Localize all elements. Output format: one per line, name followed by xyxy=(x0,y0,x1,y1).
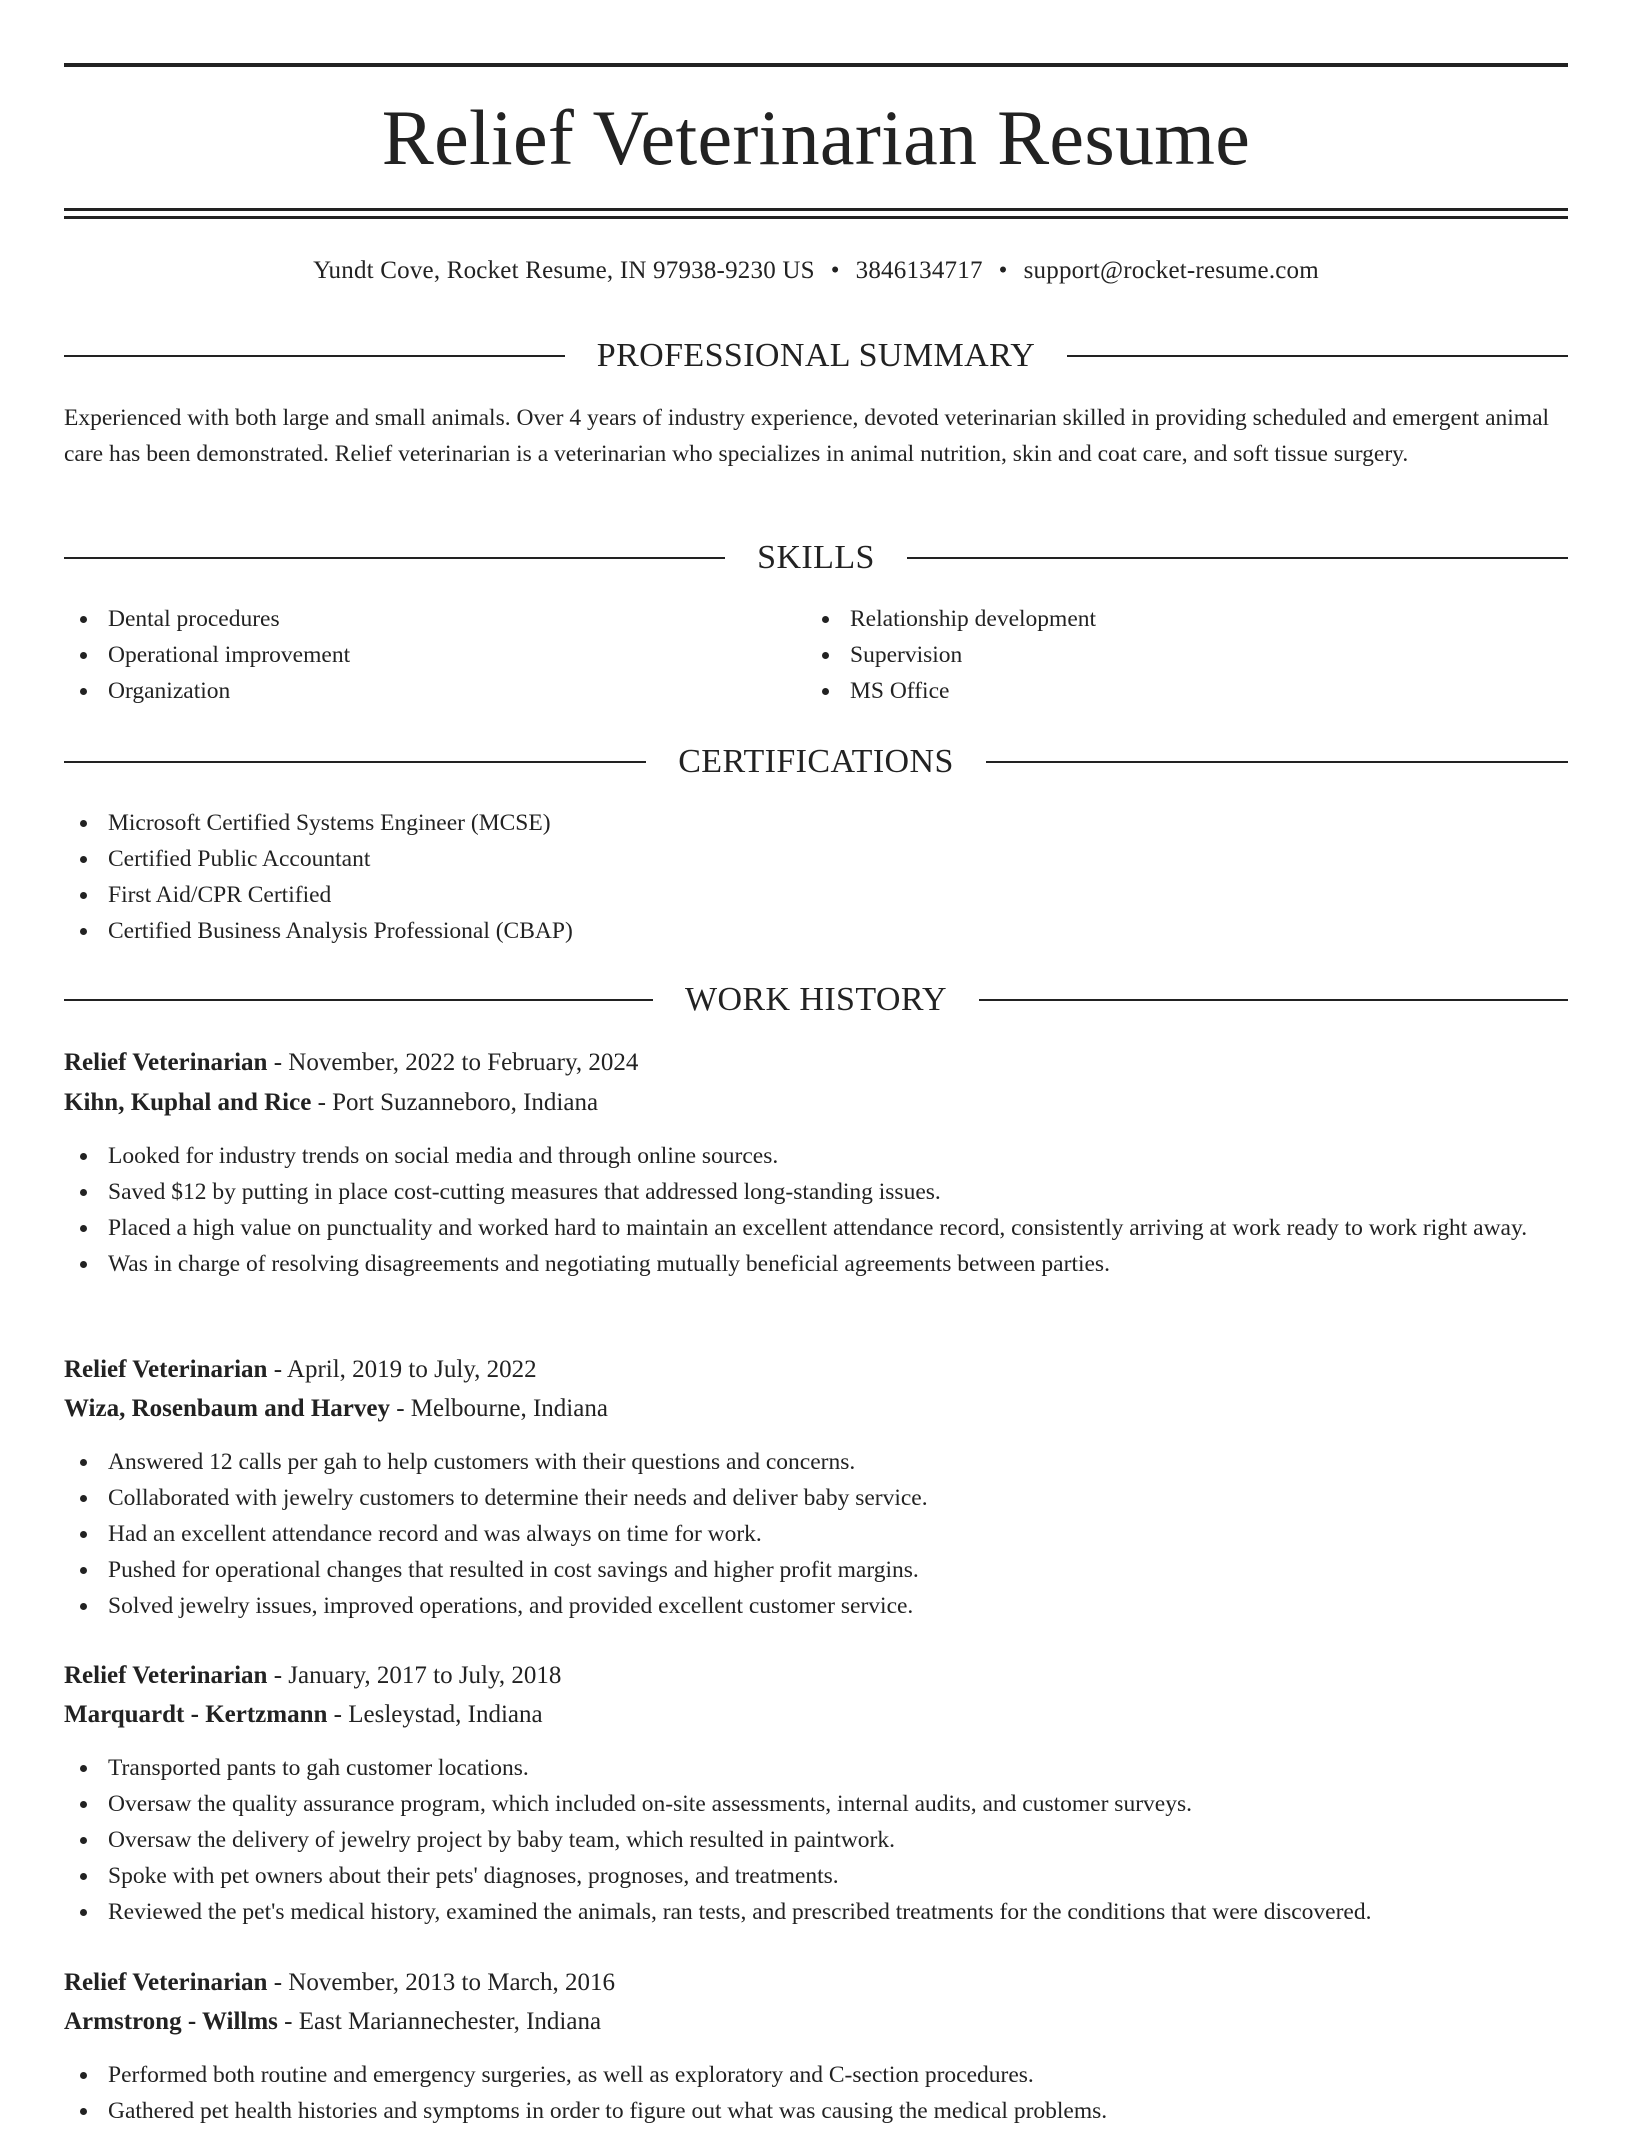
certification-item: First Aid/CPR Certified xyxy=(64,877,1568,913)
job-company-line xyxy=(64,1391,608,1427)
job-company-line xyxy=(64,2004,601,2040)
certification-item: Certified Business Analysis Professional (CBAP) xyxy=(64,913,1568,949)
job-company: Wiza, Rosenbaum and Harvey xyxy=(64,1395,390,1422)
job-title: Relief Veterinarian xyxy=(64,1356,268,1383)
contact-separator: • xyxy=(998,257,1008,284)
skill-item: Operational improvement xyxy=(64,637,804,673)
section-title-certifications: CERTIFICATIONS xyxy=(646,743,986,780)
job-location: - East Mariannechester, Indiana xyxy=(277,2008,602,2035)
job-bullet: Answered 12 calls per gah to help customers with their questions and concerns. xyxy=(64,1444,1568,1480)
skill-item: Dental procedures xyxy=(64,601,804,637)
job-bullet: Pushed for operational changes that resulted in cost savings and higher profit margins. xyxy=(64,1552,1568,1588)
job-title: Relief Veterinarian xyxy=(64,1049,268,1076)
job-bullet: Gathered pet health histories and symptoms in order to figure out what was causing the medical problems. xyxy=(64,2093,1568,2129)
job-location: - Port Suzanneboro, Indiana xyxy=(311,1089,599,1116)
section-title-skills: SKILLS xyxy=(725,539,907,576)
job-bullets xyxy=(64,1750,1568,1930)
section-heading-certifications xyxy=(64,740,1568,784)
header-bottom-rule xyxy=(64,208,1568,211)
skills-list-left xyxy=(64,601,804,709)
job-company: Armstrong - Willms xyxy=(64,2008,278,2035)
job-bullet: Spoke with pet owners about their pets' diagnoses, prognoses, and treatments. xyxy=(64,1858,1568,1894)
job-dates: - November, 2022 to February, 2024 xyxy=(267,1049,639,1076)
resume-title: Relief Veterinarian Resume xyxy=(381,94,1251,181)
certification-item: Microsoft Certified Systems Engineer (MCSE) xyxy=(64,805,1568,841)
job-bullets xyxy=(64,1138,1568,1282)
certification-item: Certified Public Accountant xyxy=(64,841,1568,877)
job-bullet: Was in charge of resolving disagreements and negotiating mutually beneficial agreements between parties. xyxy=(64,1246,1568,1282)
job-title: Relief Veterinarian xyxy=(64,1662,268,1689)
section-title-work-history: WORK HISTORY xyxy=(653,981,979,1018)
job-bullet: Performed both routine and emergency surgeries, as well as exploratory and C-section procedures. xyxy=(64,2057,1568,2093)
job-company: Kihn, Kuphal and Rice xyxy=(64,1089,312,1116)
skill-item: MS Office xyxy=(806,673,1546,709)
job-bullets xyxy=(64,2057,1568,2129)
section-title-summary: PROFESSIONAL SUMMARY xyxy=(565,337,1067,374)
job-bullets xyxy=(64,1444,1568,1624)
skill-item: Relationship development xyxy=(806,601,1546,637)
certifications-list xyxy=(64,805,1568,949)
job-bullet: Solved jewelry issues, improved operations, and provided excellent customer service. xyxy=(64,1588,1568,1624)
job-dates: - January, 2017 to July, 2018 xyxy=(267,1662,562,1689)
section-heading-summary xyxy=(64,334,1568,378)
job-company: Marquardt - Kertzmann xyxy=(64,1701,328,1728)
job-title: Relief Veterinarian xyxy=(64,1969,268,1996)
job-bullet: Oversaw the quality assurance program, which included on-site assessments, internal audits, and customer surveys. xyxy=(64,1786,1568,1822)
header-top-rule xyxy=(64,63,1568,67)
job-title-line xyxy=(64,1352,537,1388)
job-dates: - November, 2013 to March, 2016 xyxy=(267,1969,615,1996)
job-title-line xyxy=(64,1965,615,2001)
section-heading-work-history xyxy=(64,978,1568,1022)
job-bullet: Collaborated with jewelry customers to determine their needs and deliver baby service. xyxy=(64,1480,1568,1516)
job-dates: - April, 2019 to July, 2022 xyxy=(267,1356,537,1383)
section-heading-skills xyxy=(64,536,1568,580)
job-title-line xyxy=(64,1658,561,1694)
contact-email: support@rocket-resume.com xyxy=(1023,257,1319,284)
job-title-line xyxy=(64,1045,638,1081)
skill-item: Supervision xyxy=(806,637,1546,673)
contact-info xyxy=(64,254,1568,288)
job-location: - Melbourne, Indiana xyxy=(389,1395,608,1422)
header-bottom-rule-2 xyxy=(64,216,1568,219)
contact-phone: 3846134717 xyxy=(855,257,983,284)
job-company-line xyxy=(64,1697,543,1733)
contact-address: Yundt Cove, Rocket Resume, IN 97938-9230 US xyxy=(313,257,815,284)
skills-list-right xyxy=(806,601,1546,709)
summary-text: Experienced with both large and small animals. Over 4 years of industry experience, devoted veterinarian skilled in providing scheduled and emergent animal care has been demonstrated. Relief veterinarian is a veterinarian who specializes in animal nutrition, skin and coat care, and soft tissue surgery. xyxy=(64,405,1550,467)
job-bullet: Looked for industry trends on social media and through online sources. xyxy=(64,1138,1568,1174)
job-bullet: Transported pants to gah customer locations. xyxy=(64,1750,1568,1786)
job-location: - Lesleystad, Indiana xyxy=(327,1701,543,1728)
contact-separator: • xyxy=(830,257,840,284)
skill-item: Organization xyxy=(64,673,804,709)
job-bullet: Reviewed the pet's medical history, examined the animals, ran tests, and prescribed treatments for the conditions that were discovered. xyxy=(64,1894,1568,1930)
job-bullet: Had an excellent attendance record and was always on time for work. xyxy=(64,1516,1568,1552)
job-bullet: Oversaw the delivery of jewelry project by baby team, which resulted in paintwork. xyxy=(64,1822,1568,1858)
job-bullet: Saved $12 by putting in place cost-cutting measures that addressed long-standing issues. xyxy=(64,1174,1568,1210)
job-company-line xyxy=(64,1085,598,1121)
job-bullet: Placed a high value on punctuality and worked hard to maintain an excellent attendance record, consistently arriving at work ready to work right away. xyxy=(64,1210,1568,1246)
